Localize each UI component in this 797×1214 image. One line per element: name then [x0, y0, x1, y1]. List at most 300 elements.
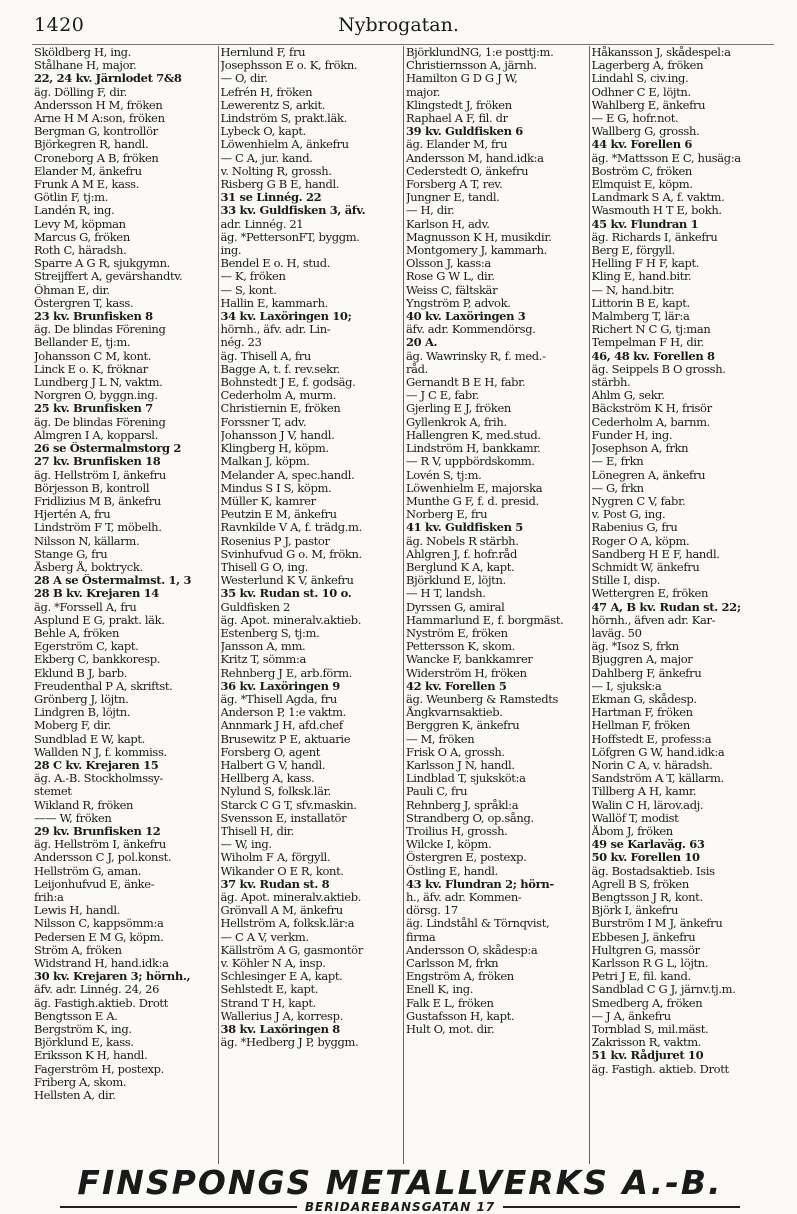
directory-entry: Lindström H, bankkamr. — [406, 442, 541, 456]
directory-column — [32, 46, 218, 1164]
directory-entry: Hjertén A, fru — [34, 508, 111, 522]
directory-entry: Lindahl S, civ.ing. — [591, 72, 689, 86]
property-heading: 20 A. — [406, 336, 438, 350]
directory-entry: Ångkvarnsaktieb. — [406, 706, 503, 720]
directory-entry: äfv. adr. Linnég. 24, 26 — [34, 983, 160, 997]
property-heading: 34 kv. Laxöringen 10; — [220, 310, 352, 324]
directory-entry: äg. Hellström I, änkefru — [34, 838, 166, 852]
directory-entry: Brusewitz P E, aktuarie — [220, 732, 351, 746]
directory-entry: Sandström A T, källarm. — [591, 772, 724, 786]
directory-entry: Engström A, fröken — [406, 970, 514, 984]
directory-entry: Munthe G F, f. d. presid. — [406, 494, 539, 508]
directory-entry: äg. Elander M, fru — [406, 138, 508, 152]
directory-entry: Berglund K A, kapt. — [406, 560, 515, 574]
directory-entry: Norgren O, byggn.ing. — [34, 389, 158, 403]
directory-entry: Starck C G T, sfv.maskin. — [220, 798, 357, 812]
property-heading: 23 kv. Brunfisken 8 — [34, 310, 153, 324]
property-heading: 38 kv. Laxöringen 8 — [220, 1023, 340, 1037]
directory-entry: Croneborg A B, fröken — [34, 151, 159, 165]
directory-entry: Karlson H, adv. — [406, 217, 490, 231]
directory-entry: Ekberg C, bankkoresp. — [34, 653, 161, 667]
directory-entry: Christiernsson A, järnh. — [406, 59, 537, 73]
directory-entry: Fagerström H, postexp. — [34, 1062, 164, 1076]
directory-entry: Jansson A, mm. — [220, 640, 306, 654]
property-heading: 50 kv. Forellen 10 — [591, 851, 700, 865]
directory-entry: Pettersson K, skom. — [406, 640, 515, 654]
directory-entry: Andersson O, skådesp:a — [406, 943, 538, 957]
directory-entry: adr. Linnég. 21 — [220, 217, 304, 231]
directory-entry: Petri J E, fil. kand. — [591, 970, 691, 984]
directory-entry: Hernlund F, fru — [220, 46, 306, 59]
directory-entry: — W, ing. — [220, 838, 272, 852]
directory-entry: Bergström K, ing. — [34, 1023, 132, 1037]
directory-entry: Lundberg J L N, vaktm. — [34, 376, 163, 390]
directory-entry: Sköldberg H, ing. — [34, 46, 131, 59]
directory-entry: Cederstedt O, änkefru — [406, 164, 529, 178]
directory-entry: Funder H, ing. — [591, 428, 673, 442]
directory-entry: äg. A.-B. Stockholmssy- — [34, 772, 164, 786]
directory-entry: Frisk O A, grossh. — [406, 745, 505, 759]
property-heading: 39 kv. Guldfisken 6 — [406, 125, 523, 139]
directory-entry: Gyllenkrok A, frih. — [406, 415, 507, 429]
directory-entry: Widerström H, fröken — [406, 666, 527, 680]
directory-entry: Lybeck O, kapt. — [220, 125, 306, 139]
directory-entry: Carlsson M, frkn — [406, 957, 499, 971]
directory-entry: äg. Bostadsaktieb. Isis — [591, 864, 715, 878]
directory-entry: Hammarlund E, f. borgmäst. — [406, 613, 564, 627]
directory-entry: Cederholm A, murm. — [220, 389, 337, 403]
directory-entry: Stålhane H, major. — [34, 59, 137, 73]
directory-entry: stemet — [34, 785, 72, 799]
directory-entry: Hallin E, kammarh. — [220, 296, 328, 310]
directory-entry: hörnh., äfv. adr. Lin- — [220, 323, 331, 337]
directory-entry: — N, hand.bitr. — [591, 283, 675, 297]
directory-entry: Strandberg O, op.sång. — [406, 811, 534, 825]
directory-entry: äg. Nobels R stärbh. — [406, 534, 519, 548]
property-heading: 31 se Linnég. 22 — [220, 191, 322, 205]
directory-entry: äg. *Mattsson E C, husäg:a — [591, 151, 741, 165]
directory-entry: Malmberg T, lär:a — [591, 310, 690, 324]
directory-entry: Landmark S A, f. vaktm. — [591, 191, 725, 205]
directory-entry: Eriksson K H, handl. — [34, 1049, 148, 1063]
directory-entry: Grönberg J, löjtn. — [34, 692, 129, 706]
directory-entry: Lewis H, handl. — [34, 904, 120, 918]
directory-entry: Wikland R, fröken — [34, 798, 134, 812]
property-heading: 28 A se Östermalmst. 1, 3 — [34, 574, 192, 588]
directory-entry: Sandberg H E F, handl. — [591, 547, 720, 561]
directory-entry: råd. — [406, 362, 428, 376]
directory-entry: Tillberg A H, kamr. — [591, 785, 697, 799]
directory-entry: Forsberg O, agent — [220, 745, 321, 759]
property-heading: 44 kv. Forellen 6 — [591, 138, 693, 152]
directory-entry: Forsberg A T, rev. — [406, 178, 503, 192]
directory-entry: Ahlm G, sekr. — [591, 389, 665, 403]
directory-entry: Eklund B J, barb. — [34, 666, 128, 680]
directory-entry: Nylund S, folksk.lär. — [220, 785, 331, 799]
directory-entry: Sehlstedt E, kapt. — [220, 983, 319, 997]
page-header — [0, 14, 797, 40]
directory-entry: Wettergren E, fröken — [591, 587, 709, 601]
directory-entry: äg. Hellström I, änkefru — [34, 468, 166, 482]
directory-entry: Frunk A M E, kass. — [34, 178, 139, 192]
directory-entry: Estenberg S, tj:m. — [220, 626, 320, 640]
directory-column — [589, 46, 775, 1164]
directory-entry: Bengtsson E A. — [34, 1009, 118, 1023]
directory-entry: Fridlizius M B, änkefru — [34, 494, 161, 508]
directory-entry: Linck E o. K, fröknar — [34, 362, 148, 376]
directory-entry: frih:a — [34, 891, 64, 904]
directory-entry: Stange G, fru — [34, 547, 108, 561]
property-heading: 36 kv. Laxöringen 9 — [220, 679, 340, 693]
directory-entry: Malkan J, köpm. — [220, 455, 310, 469]
directory-entry: Sandblad C G J, järnv.tj.m. — [591, 983, 736, 997]
directory-entry: Hartman F, fröken — [591, 706, 693, 720]
directory-entry: Streijffert A, gevärshandtv. — [34, 270, 183, 284]
directory-entry: äg. Dölling F, dir. — [34, 85, 127, 99]
directory-entry: äg. *Thisell Agda, fru — [220, 692, 337, 706]
directory-column — [403, 46, 589, 1164]
directory-entry: Wallöf T, modist — [591, 811, 679, 825]
directory-entry: Walin C H, lärov.adj. — [591, 798, 704, 812]
property-heading: 46, 48 kv. Forellen 8 — [591, 349, 715, 363]
directory-entry: äg. *PettersonFT, byggm. — [220, 230, 360, 244]
property-heading: 33 kv. Guldfisken 3, äfv. — [220, 204, 366, 218]
directory-entry: — I, sjuksk:a — [591, 679, 662, 693]
directory-entry: äg. De blindas Förening — [34, 415, 166, 429]
directory-entry: — R V, uppbördskomm. — [406, 455, 535, 469]
directory-entry: Bellander E, tj:m. — [34, 336, 131, 350]
directory-entry: — E, frkn — [591, 455, 644, 469]
directory-entry: Thisell G O, ing. — [220, 560, 309, 574]
directory-entry: — J A, änkefru — [591, 1009, 671, 1023]
directory-entry: — E G, hofr.not. — [591, 112, 679, 126]
directory-entry: Peutzin E M, änkefru — [220, 508, 337, 522]
directory-entry: Schlesinger E A, kapt. — [220, 970, 343, 984]
directory-entry: Montgomery J, kammarh. — [406, 244, 547, 258]
directory-entry: Richert N C G, tj:man — [591, 323, 711, 337]
directory-entry: — S, kont. — [220, 283, 277, 297]
directory-entry: v. Nolting R, grossh. — [220, 164, 332, 178]
directory-entry: Rabenius G, fru — [591, 521, 678, 535]
advertisement-address: BERIDAREBANSGATAN 17 — [304, 1200, 496, 1214]
directory-entry: Thisell H, dir. — [220, 824, 294, 838]
directory-entry: Wallerius J A, korresp. — [220, 1009, 343, 1023]
directory-entry: Ebbesen J, änkefru — [591, 930, 696, 944]
directory-entry: Halbert G V, handl. — [220, 758, 326, 772]
directory-entry: Lindblad T, sjuksköt:a — [406, 772, 526, 786]
directory-entry: Littorin B E, kapt. — [591, 296, 690, 310]
directory-entry: Ekman G, skådesp. — [591, 692, 697, 706]
directory-entry: h., äfv. adr. Kommen- — [406, 891, 522, 904]
directory-entry: äg. Richards I, änkefru — [591, 230, 718, 244]
directory-entry: Ström A, fröken — [34, 943, 122, 957]
directory-entry: Gernandt B E H, fabr. — [406, 376, 526, 390]
directory-entry: Yngström P, advok. — [406, 296, 511, 310]
directory-entry: äg. *Forssell A, fru — [34, 600, 137, 614]
directory-entry: Forssner T, adv. — [220, 415, 307, 429]
directory-entry: Roger O A, köpm. — [591, 534, 690, 548]
directory-entry: Schmidt W, änkefru — [591, 560, 700, 574]
directory-entry: Roth C, häradsh. — [34, 244, 127, 258]
directory-entry: Jungner E, tandl. — [406, 191, 500, 205]
directory-entry: Grönvall A M, änkefru — [220, 904, 343, 918]
advertisement-company: FINSPONGS METALLVERKS A.-B. — [77, 1163, 723, 1202]
directory-entry: Andersson C J, pol.konst. — [34, 851, 172, 865]
property-heading: 28 B kv. Krejaren 14 — [34, 587, 159, 601]
directory-entry: Christiernin E, fröken — [220, 402, 341, 416]
directory-entry: Strand T H, kapt. — [220, 996, 316, 1010]
directory-entry: — J C E, fabr. — [406, 389, 480, 403]
directory-entry: äg. Apot. mineralv.aktieb. — [220, 613, 362, 627]
directory-entry: Melander A, spec.handl. — [220, 468, 355, 482]
directory-entry: Elmquist E, köpm. — [591, 178, 693, 192]
directory-entry: Raphael A F, fil. dr — [406, 112, 508, 126]
directory-entry: Hultgren G, massör — [591, 943, 700, 957]
directory-entry: äg. Fastigh. aktieb. Drott — [591, 1062, 729, 1076]
directory-entry: Odhner C E, löjtn. — [591, 85, 691, 99]
directory-entry: firma — [406, 930, 436, 944]
directory-entry: Lönegren A, änkefru — [591, 468, 706, 482]
directory-entry: Löfgren G W, hand.idk:a — [591, 745, 725, 759]
directory-entry: Tornblad S, mil.mäst. — [591, 1023, 709, 1037]
directory-entry: Gjerling E J, fröken — [406, 402, 511, 416]
directory-entry: Zakrisson R, vaktm. — [591, 1036, 702, 1050]
directory-entry: Berg E, förgyll. — [591, 244, 675, 258]
directory-entry: Wilcke I, köpm. — [406, 838, 492, 852]
directory-entry: Josephson A, frkn — [591, 442, 689, 456]
directory-entry: Enell K, ing. — [406, 983, 474, 997]
directory-entry: Lefrén H, fröken — [220, 85, 313, 99]
directory-entry: Wallberg G, grossh. — [591, 125, 700, 139]
directory-entry: Josephsson E o. K, frökn. — [220, 59, 358, 73]
directory-entry: Svinhufvud G o. M, frökn. — [220, 547, 362, 561]
directory-entry: äg. Lindståhl & Törnqvist, — [406, 917, 550, 931]
directory-entry: Moberg F, dir. — [34, 719, 111, 733]
directory-entry: äg. De blindas Förening — [34, 323, 166, 337]
directory-entry: Gustafsson H, kapt. — [406, 1009, 515, 1023]
property-heading: 35 kv. Rudan st. 10 o. — [220, 587, 352, 601]
directory-entry: Rehnberg J E, arb.förm. — [220, 666, 352, 680]
directory-entry: Risberg G B E, handl. — [220, 178, 340, 192]
directory-entry: Müller K, kamrer — [220, 494, 316, 508]
directory-entry: äg. Fastigh.aktieb. Drott — [34, 996, 168, 1010]
directory-entry: — O, dir. — [220, 72, 268, 86]
directory-entry: Wikander O E R, kont. — [220, 864, 344, 878]
directory-entry: Magnusson K H, musikdir. — [406, 230, 552, 244]
directory-entry: Westerlund K V, änkefru — [220, 574, 354, 588]
directory-entry: Mindus S I S, köpm. — [220, 481, 332, 495]
directory-entry: Nilsson C, kappsömm:a — [34, 917, 164, 931]
directory-entry: Götlin F, tj:m. — [34, 191, 109, 205]
directory-entry: Bohnstedt J E, f. godsäg. — [220, 376, 356, 390]
directory-entry: Bjuggren A, major — [591, 653, 693, 667]
directory-entry: —— W, fröken — [34, 811, 112, 825]
directory-entry: Johansson J V, handl. — [220, 428, 335, 442]
directory-entry: Lagerberg A, fröken — [591, 59, 704, 73]
directory-entry: Klingstedt J, fröken — [406, 98, 512, 112]
directory-entry: Ravnkilde V A, f. trädg.m. — [220, 521, 362, 535]
directory-entry: Freudenthal P A, skriftst. — [34, 679, 173, 693]
directory-entry: Pedersen E M G, köpm. — [34, 930, 164, 944]
directory-entry: äg. Wawrinsky R, f. med.- — [406, 349, 546, 363]
directory-entry: Smedberg A, fröken — [591, 996, 703, 1010]
directory-entry: BjörklundNG, 1:e posttj:m. — [406, 46, 554, 59]
street-heading: Nybrogatan. — [338, 14, 459, 36]
directory-entry: Rosenius P J, pastor — [220, 534, 330, 548]
directory-entry: Lindström S, prakt.läk. — [220, 112, 347, 126]
advertisement-rule-right — [503, 1206, 740, 1208]
directory-entry: nég. 23 — [220, 336, 262, 350]
directory-entry: Dyrssen G, amiral — [406, 600, 505, 614]
directory-entry: Hellman F, fröken — [591, 719, 690, 733]
directory-entry: hörnh., äfven adr. Kar- — [591, 613, 716, 627]
directory-entry: Ahlgren J, f. hofr.råd — [406, 547, 518, 561]
directory-entry: Hallengren K, med.stud. — [406, 428, 541, 442]
property-heading: 26 se Östermalmstorg 2 — [34, 442, 181, 456]
directory-entry: Bengtsson J R, kont. — [591, 891, 703, 904]
directory-entry: Hellström G, aman. — [34, 864, 142, 878]
directory-entry: äfv. adr. Kommendörsg. — [406, 323, 536, 337]
directory-entry: Falk E L, fröken — [406, 996, 494, 1010]
directory-column — [218, 46, 404, 1164]
directory-entry: Björklund E, kass. — [34, 1036, 134, 1050]
directory-entry: Hult O, mot. dir. — [406, 1023, 495, 1037]
directory-entry: Pauli C, fru — [406, 785, 468, 799]
directory-entry: Öhman E, dir. — [34, 283, 110, 297]
property-heading: 29 kv. Brunfisken 12 — [34, 824, 161, 838]
property-heading: 41 kv. Guldfisken 5 — [406, 521, 523, 535]
directory-entry: — H, dir. — [406, 204, 455, 218]
directory-entry: Löwenhielm E, majorska — [406, 481, 543, 495]
directory-entry: Weiss C, fältskär — [406, 283, 498, 297]
directory-entry: Åsberg Å, boktryck. — [34, 560, 143, 574]
property-heading: 47 A, B kv. Rudan st. 22; — [591, 600, 741, 614]
directory-entry: Karlsson J N, handl. — [406, 758, 515, 772]
page-number: 1420 — [34, 14, 85, 36]
directory-entry: Börjesson B, kontroll — [34, 481, 150, 495]
directory-entry: Lindgren B, löjtn. — [34, 706, 131, 720]
directory-entry: Östergren E, postexp. — [406, 851, 527, 865]
directory-entry: äg. *Hedberg J P, byggm. — [220, 1036, 359, 1050]
directory-entry: Asplund E G, prakt. läk. — [34, 613, 165, 627]
directory-entry: Helling F H F, kapt. — [591, 257, 700, 271]
directory-entry: Östergren T, kass. — [34, 296, 134, 310]
directory-entry: Svensson E, installatör — [220, 811, 347, 825]
directory-columns — [32, 46, 774, 1164]
directory-entry: Nygren C V, fabr. — [591, 494, 686, 508]
directory-entry: Andersson H M, fröken — [34, 98, 163, 112]
directory-entry: Lovén S, tj:m. — [406, 468, 482, 482]
directory-entry: Anderson P, 1:e vaktm. — [220, 706, 346, 720]
directory-entry: Löwenhielm A, änkefru — [220, 138, 349, 152]
advertisement-rule-left — [60, 1206, 297, 1208]
directory-entry: v. Post G, ing. — [591, 508, 666, 522]
directory-entry: Friberg A, skom. — [34, 1075, 127, 1089]
header-rule — [32, 44, 774, 45]
directory-entry: äg. Seippels B O grossh. — [591, 362, 726, 376]
directory-entry: Behle A, fröken — [34, 626, 120, 640]
directory-entry: Lewerentz S, arkit. — [220, 98, 326, 112]
directory-entry: — G, frkn — [591, 481, 644, 495]
directory-entry: äg. Weunberg & Ramstedts — [406, 692, 559, 706]
directory-entry: Hoffstedt E, profess:a — [591, 732, 712, 746]
directory-entry: Almgren I A, kopparsl. — [34, 428, 158, 442]
directory-entry: Hellström A, folksk.lär:a — [220, 917, 355, 931]
directory-entry: Burström I M J, änkefru — [591, 917, 723, 931]
directory-entry: Widstrand H, hand.idk:a — [34, 957, 169, 971]
directory-entry: Bergman G, kontrollör — [34, 125, 158, 139]
directory-entry: Tempelman F H, dir. — [591, 336, 704, 350]
directory-entry: Kling E, hand.bitr. — [591, 270, 692, 284]
directory-entry: Björklund E, löjtn. — [406, 574, 506, 588]
property-heading: 37 kv. Rudan st. 8 — [220, 877, 330, 891]
directory-entry: Leijonhufvud E, änke- — [34, 877, 155, 891]
directory-entry: Stille I, disp. — [591, 574, 661, 588]
directory-entry: Källström A G, gasmontör — [220, 943, 363, 957]
directory-entry: v. Köhler N A, insp. — [220, 957, 326, 971]
directory-entry: Andersson M, hand.idk:a — [406, 151, 544, 165]
directory-entry: Lindström F T, möbelh. — [34, 521, 162, 535]
property-heading: 28 C kv. Krejaren 15 — [34, 758, 159, 772]
directory-entry: äg. *Isoz S, frkn — [591, 640, 679, 654]
directory-entry: Kritz T, sömm:a — [220, 653, 307, 667]
directory-entry: Wasmouth H T E, bokh. — [591, 204, 722, 218]
directory-entry: Rehnberg J, språkl:a — [406, 798, 519, 812]
directory-entry: Dahlberg F, änkefru — [591, 666, 702, 680]
directory-entry: äg. Thisell A, fru — [220, 349, 311, 363]
property-heading: 45 kv. Flundran 1 — [591, 217, 699, 231]
directory-entry: Wallden N J, f. kommiss. — [34, 745, 167, 759]
property-heading: 51 kv. Rådjuret 10 — [591, 1049, 704, 1063]
directory-entry: Hellberg A, kass. — [220, 772, 315, 786]
directory-entry: Norin C A, v. häradsh. — [591, 758, 713, 772]
property-heading: 27 kv. Brunfisken 18 — [34, 455, 161, 469]
directory-entry: Annmark J H, afd.chef — [220, 719, 343, 733]
directory-entry: Berggren K, änkefru — [406, 719, 520, 733]
directory-entry: Levy M, köpman — [34, 217, 126, 231]
directory-entry: Landén R, ing. — [34, 204, 115, 218]
directory-entry: Rose G W L, dir. — [406, 270, 495, 284]
directory-entry: Wahlberg E, änkefru — [591, 98, 706, 112]
directory-entry: Nilsson N, källarm. — [34, 534, 140, 548]
property-heading: 49 se Karlaväg. 63 — [591, 838, 705, 852]
directory-entry: Håkansson J, skådespel:a — [591, 46, 731, 59]
directory-entry: — H T, landsh. — [406, 587, 486, 601]
directory-entry: Marcus G, fröken — [34, 230, 130, 244]
directory-entry: Östling E, handl. — [406, 864, 498, 878]
directory-entry: Åbom J, fröken — [591, 824, 673, 838]
directory-entry: Olsson J, kass:a — [406, 257, 491, 271]
directory-entry: Sparre A G R, sjukgymn. — [34, 257, 170, 271]
directory-entry: Arne H M A:son, fröken — [34, 112, 165, 126]
advertisement — [60, 1163, 740, 1214]
directory-entry: Bäckström K H, frisör — [591, 402, 712, 416]
directory-entry: Klingberg H, köpm. — [220, 442, 329, 456]
directory-entry: Björk I, änkefru — [591, 904, 679, 918]
directory-entry: stärbh. — [591, 376, 631, 390]
property-heading: 40 kv. Laxöringen 3 — [406, 310, 526, 324]
directory-entry: — M, fröken — [406, 732, 475, 746]
directory-entry: Johansson C M, kont. — [34, 349, 152, 363]
directory-entry: Troilius H, grossh. — [406, 824, 508, 838]
directory-entry: Guldfisken 2 — [220, 600, 290, 614]
directory-entry: Wancke F, bankkamrer — [406, 653, 533, 667]
advertisement-address-row — [60, 1200, 740, 1214]
directory-entry: Agrell B S, fröken — [591, 877, 689, 891]
property-heading: 25 kv. Brunfisken 7 — [34, 402, 153, 416]
directory-entry: Nyström E, fröken — [406, 626, 508, 640]
directory-entry: Egerström C, kapt. — [34, 640, 139, 654]
